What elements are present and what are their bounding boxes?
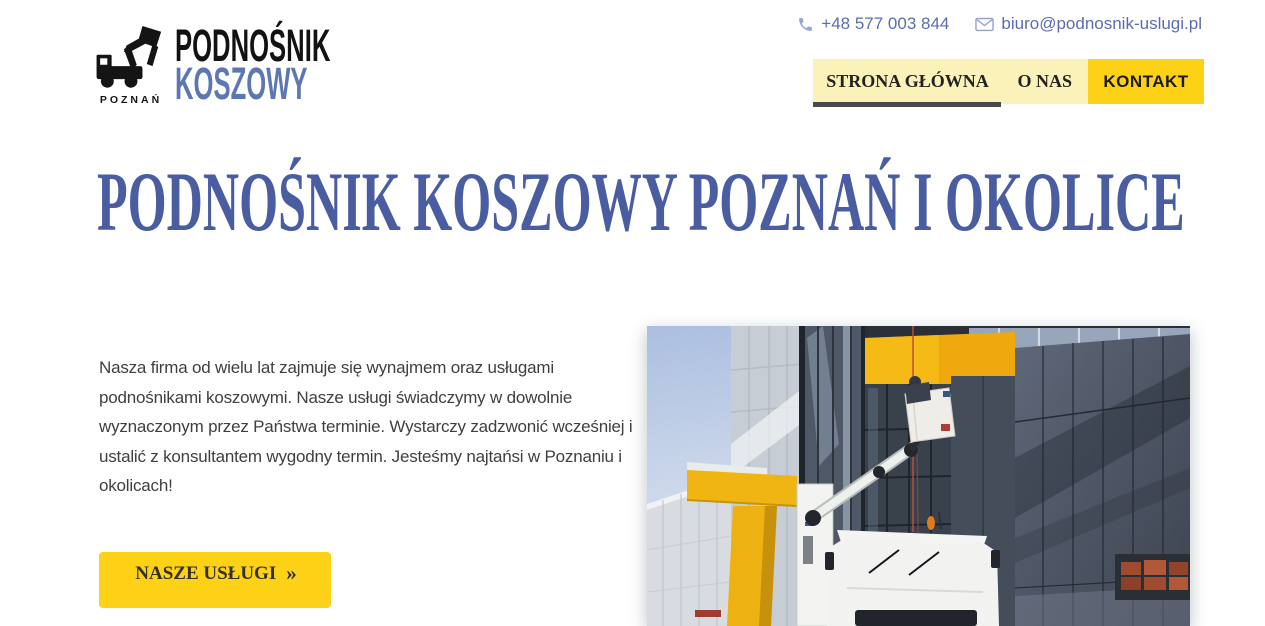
email-icon <box>975 16 994 32</box>
phone-number: +48 577 003 844 <box>821 14 950 33</box>
double-chevron-icon: » <box>286 561 295 585</box>
intro-paragraph: Nasza firma od wielu lat zajmuje się wynajmem oraz usługami podnośnikami koszowymi. Nasze usługi świadczymy w dowolnie wyznaczonym przez Państwa terminie. Wystarczy zadzwonić wcześniej i ustalić z konsultantem wygodny termin. Jesteśmy najtańsi w Poznaniu i okolicach! <box>99 358 633 495</box>
nav-item-contact-label: KONTAKT <box>1103 71 1189 91</box>
services-button[interactable] <box>99 552 331 608</box>
nav-item-home[interactable] <box>813 59 1001 104</box>
logo-truck-icon <box>95 26 167 92</box>
email-address: biuro@podnosnik-uslugi.pl <box>1001 14 1202 33</box>
active-tab-underline <box>813 102 1001 107</box>
page-title: PODNOŚNIK KOSZOWY POZNAŃ I OKOLICE <box>97 155 1185 249</box>
logo-title <box>175 20 331 109</box>
email-link[interactable] <box>975 14 1202 34</box>
logo-title-line1: PODNOŚNIK <box>175 20 331 71</box>
phone-link[interactable] <box>797 14 949 34</box>
nav-item-about-label: O NAS <box>1017 71 1072 91</box>
nav-item-about[interactable] <box>1001 59 1088 104</box>
nav-item-contact[interactable] <box>1088 59 1204 104</box>
services-button-label: NASZE USŁUGI <box>135 562 277 584</box>
phone-icon <box>797 16 814 33</box>
logo-city-label: POZNAŃ <box>99 94 163 106</box>
main-nav <box>813 59 1204 104</box>
header-contact-bar <box>797 14 1202 34</box>
site-logo[interactable] <box>95 20 448 109</box>
nav-item-home-label: STRONA GŁÓWNA <box>826 71 989 91</box>
logo-title-line2: KOSZOWY <box>175 58 308 109</box>
hero-photo <box>647 326 1190 626</box>
